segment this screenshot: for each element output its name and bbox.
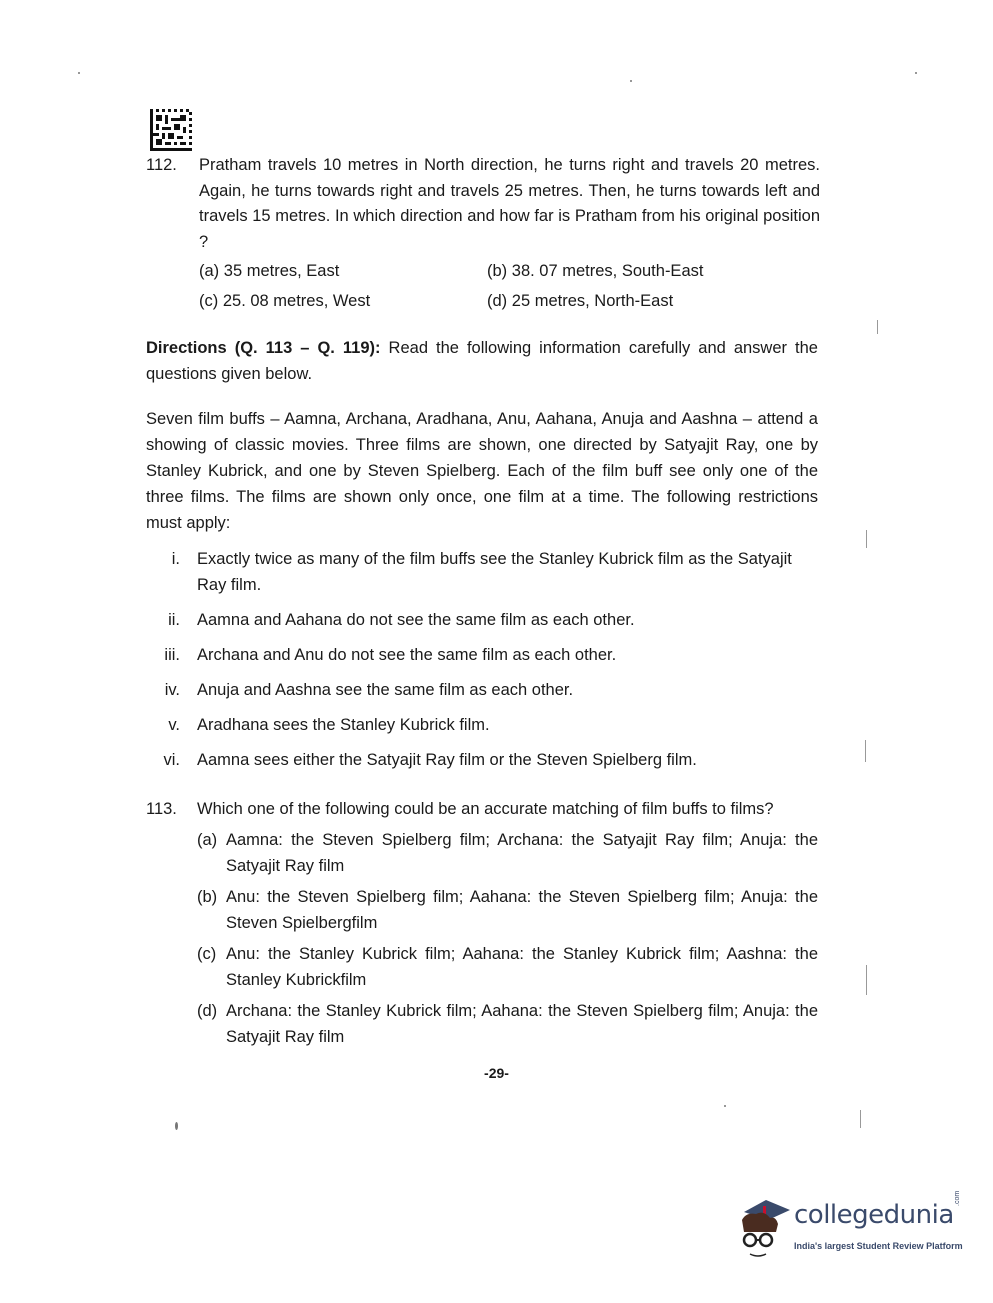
directions-text: Read the following information carefully and answer the questions given below. <box>146 339 818 383</box>
scan-speck <box>724 1105 726 1107</box>
option-b: (b) Anu: the Steven Spielberg film; Aahana: the Steven Spielberg film; Anuja: the Steven Spielbergfilm <box>197 888 818 932</box>
brand-name: collegedunia <box>794 1200 954 1230</box>
question-112-options <box>199 262 819 322</box>
restriction-item: ii. Aamna and Aahana do not see the same film as each other. <box>168 611 635 629</box>
option-d: (d) 25 metres, North-East <box>487 292 674 310</box>
restriction-item: vi. Aamna sees either the Satyajit Ray film or the Steven Spielberg film. <box>163 751 697 769</box>
question-112 <box>146 153 820 255</box>
option-a: (a) Aamna: the Steven Spielberg film; Archana: the Satyajit Ray film; Anuja: the Satyajit Ray film <box>197 831 818 875</box>
question-text: Pratham travels 10 metres in North direction, he turns right and travels 20 metres. Again, he turns towards right and travels 25 metres. Then, he turns towards left and travels 15 metres. In which direction and how far is Pratham from his original position ? <box>199 156 820 251</box>
scan-speck <box>630 80 632 82</box>
question-number: 113. <box>146 800 177 818</box>
scan-speck <box>78 72 80 74</box>
passage: Seven film buffs – Aamna, Archana, Aradhana, Anu, Aahana, Anuja and Aashna – attend a showing of classic movies. Three films are shown, one directed by Satyajit Ray, one by Stanley Kubrick, and one by Steven Spielberg. Each of the film buff see only one of the three films. The films are shown only once, one film at a time. The following restrictions must apply: <box>146 410 818 532</box>
scan-mark <box>865 740 866 762</box>
option-c: (c) Anu: the Stanley Kubrick film; Aahana: the Stanley Kubrick film; Aashna: the Stanley Kubrickfilm <box>197 945 818 989</box>
scan-mark <box>877 320 878 334</box>
directions <box>146 335 818 387</box>
brand-suffix: .com <box>954 1190 961 1206</box>
option-a: (a) 35 metres, East <box>199 262 340 280</box>
option-b: (b) 38. 07 metres, South-East <box>487 262 704 280</box>
restriction-item: i. Exactly twice as many of the film buffs see the Stanley Kubrick film as the Satyajit Ray film. <box>171 550 792 594</box>
question-113 <box>146 796 818 1050</box>
restriction-item: iii. Archana and Anu do not see the same film as each other. <box>164 646 617 664</box>
restriction-item: v. Aradhana sees the Stanley Kubrick film. <box>168 716 490 734</box>
question-number: 112. <box>146 156 177 174</box>
mascot-icon <box>736 1196 792 1258</box>
brand-tagline: India's largest Student Review Platform <box>794 1241 963 1251</box>
restrictions-list <box>146 546 818 782</box>
directions-label: Directions (Q. 113 – Q. 119): <box>146 339 381 357</box>
datamatrix-code-icon <box>150 108 192 152</box>
question-text: Which one of the following could be an accurate matching of film buffs to films? <box>197 800 774 818</box>
scan-mark <box>866 965 867 995</box>
scan-mark <box>860 1110 861 1128</box>
option-d: (d) Archana: the Stanley Kubrick film; Aahana: the Steven Spielberg film; Anuja: the Satyajit Ray film <box>197 1002 818 1046</box>
scan-speck <box>175 1122 178 1130</box>
scan-mark <box>866 530 867 548</box>
page-number: -29- <box>484 1065 509 1081</box>
scan-speck <box>915 72 917 74</box>
option-c: (c) 25. 08 metres, West <box>199 292 371 310</box>
collegedunia-watermark <box>736 1190 966 1266</box>
restriction-item: iv. Anuja and Aashna see the same film as each other. <box>164 681 574 699</box>
